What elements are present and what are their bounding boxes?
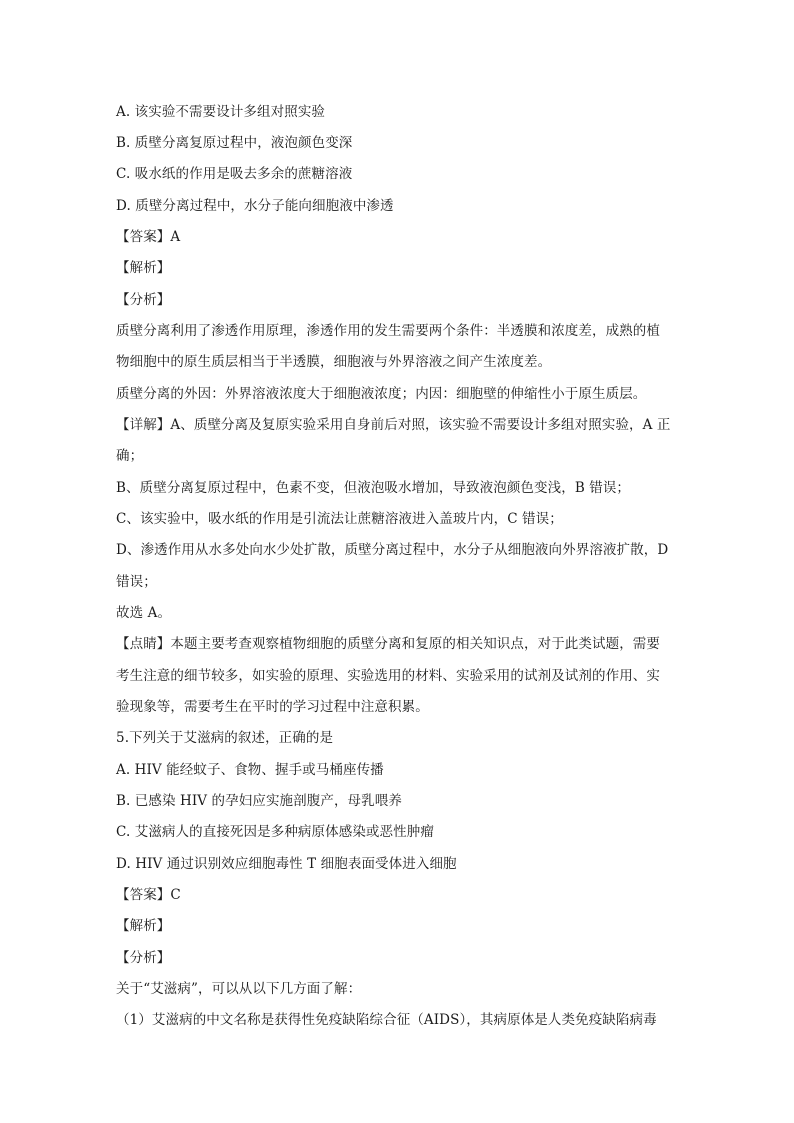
- fenxi-heading-1: 【分析】: [116, 292, 171, 308]
- paragraph-line: （1）艾滋病的中文名称是获得性免疫缺陷综合征（AIDS），其病原体是人类免疫缺陷病毒: [116, 1012, 657, 1028]
- option-d-2: D. HIV 通过识别效应细胞毒性 T 细胞表面受体进入细胞: [116, 856, 457, 872]
- tip-line: 验现象等，需要考生在平时的学习过程中注意积累。: [116, 699, 429, 715]
- option-c-1: C. 吸水纸的作用是吸去多余的蔗糖溶液: [116, 166, 353, 182]
- analysis-heading-2: 【解析】: [116, 918, 171, 934]
- option-a-2: A. HIV 能经蚊子、食物、握手或马桶座传播: [116, 762, 384, 778]
- tip-line: 【点睛】本题主要考查观察植物细胞的质壁分离和复原的相关知识点，对于此类试题，需要: [116, 636, 660, 652]
- option-d-1: D. 质壁分离过程中，水分子能向细胞液中渗透: [116, 198, 394, 214]
- detail-line: 错误；: [116, 574, 157, 590]
- option-c-2: C. 艾滋病人的直接死因是多种病原体感染或恶性肿瘤: [116, 824, 434, 840]
- analysis-heading-1: 【解析】: [116, 260, 171, 276]
- paragraph-line: 关于“艾滋病”，可以从以下几方面了解：: [116, 981, 362, 997]
- answer-1: 【答案】A: [116, 229, 181, 245]
- detail-line: C、该实验中，吸水纸的作用是引流法让蔗糖溶液进入盖玻片内，C 错误；: [116, 511, 563, 527]
- detail-line: 故选 A。: [116, 605, 172, 621]
- detail-line: 确；: [116, 448, 144, 464]
- detail-line: B、质壁分离复原过程中，色素不变，但液泡吸水增加，导致液泡颜色变浅，B 错误；: [116, 480, 631, 496]
- tip-line: 考生注意的细节较多，如实验的原理、实验选用的材料、实验采用的试剂及试剂的作用、实: [116, 668, 660, 684]
- question-5-stem: 5.下列关于艾滋病的叙述，正确的是: [116, 730, 334, 746]
- paragraph-line: 质壁分离的外因：外界溶液浓度大于细胞液浓度；内因：细胞壁的伸缩性小于原生质层。: [116, 386, 647, 402]
- fenxi-heading-2: 【分析】: [116, 950, 171, 966]
- paragraph-line: 质壁分离利用了渗透作用原理，渗透作用的发生需要两个条件：半透膜和浓度差，成熟的植: [116, 323, 660, 339]
- detail-line: D、渗透作用从水多处向水少处扩散，质壁分离过程中，水分子从细胞液向外界溶液扩散，D: [116, 542, 669, 558]
- detail-line: 【详解】A、质壁分离及复原实验采用自身前后对照，该实验不需要设计多组对照实验，A 正: [116, 417, 671, 433]
- answer-2: 【答案】C: [116, 887, 181, 903]
- paragraph-line: 物细胞中的原生质层相当于半透膜，细胞液与外界溶液之间产生浓度差。: [116, 354, 552, 370]
- option-a-1: A. 该实验不需要设计多组对照实验: [116, 104, 326, 120]
- option-b-1: B. 质壁分离复原过程中，液泡颜色变深: [116, 135, 353, 151]
- option-b-2: B. 已感染 HIV 的孕妇应实施剖腹产，母乳喂养: [116, 793, 402, 809]
